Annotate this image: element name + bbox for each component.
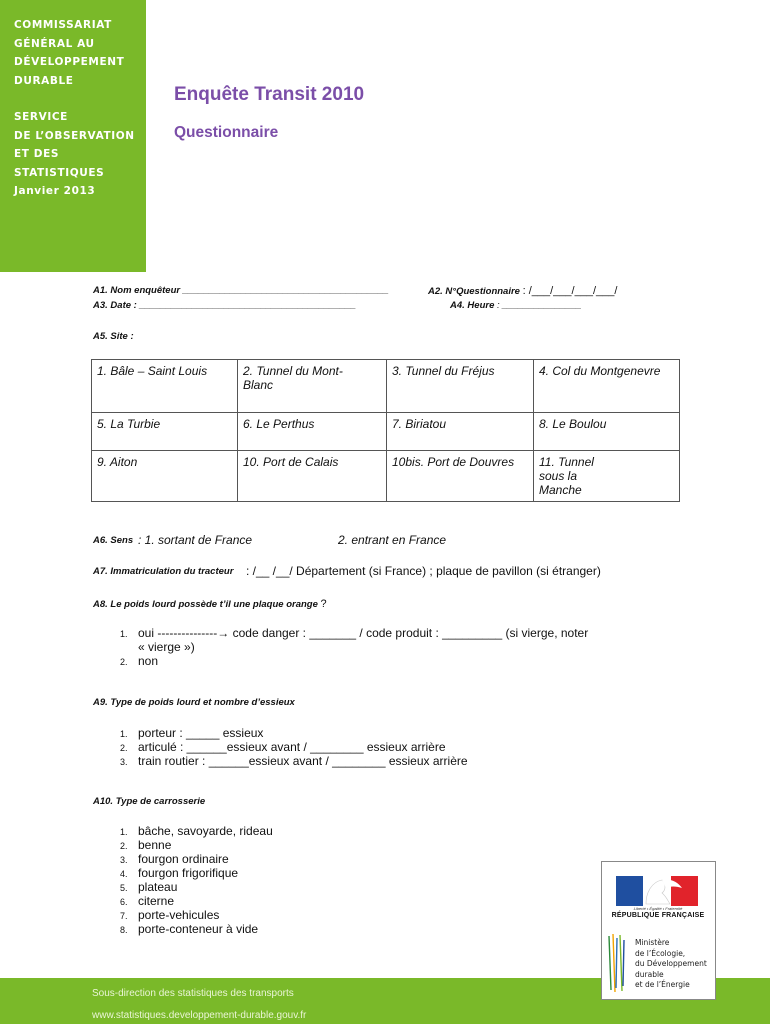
site-cell[interactable]: 7. Biriatou (387, 413, 534, 451)
site-cell[interactable] (534, 451, 680, 502)
a6-option-1[interactable]: : 1. sortant de France (138, 533, 253, 547)
list-number: 4. (120, 869, 128, 879)
field-a7-text[interactable]: : /__ /__/ Département (si France) ; plaque de pavillon (si étranger) (246, 564, 601, 578)
publication-date: Janvier 2013 (14, 185, 96, 197)
list-text: porte-vehicules (138, 908, 220, 922)
list-number: 1. (120, 827, 128, 837)
list-item[interactable] (92, 852, 273, 866)
list-text: non (138, 654, 159, 668)
list-item[interactable] (92, 922, 273, 936)
footer-website-link[interactable]: www.statistiques.developpement-durable.gouv.fr (92, 1010, 307, 1021)
list-number: 2. (120, 841, 128, 851)
header-green-panel (0, 0, 146, 272)
field-a4-label: A4. Heure (450, 300, 495, 311)
list-item[interactable] (92, 824, 273, 838)
list-item (92, 640, 588, 654)
list-item[interactable] (92, 754, 468, 768)
ministry-line: durable (635, 969, 664, 979)
table-row (92, 413, 680, 451)
list-text: fourgon frigorifique (138, 866, 239, 880)
ministry-line: de l’Écologie, (635, 948, 686, 958)
field-a6-label: A6. Sens (93, 535, 134, 546)
org-line: COMMISSARIAT (14, 19, 112, 31)
list-text: « vierge ») (138, 640, 195, 654)
site-cell[interactable] (238, 360, 387, 413)
field-a8-label (93, 598, 327, 610)
field-a10-label: A10. Type de carrosserie (93, 796, 206, 807)
site-cell[interactable]: 10bis. Port de Douvres (387, 451, 534, 502)
republic-motto: Liberté • Égalité • Fraternité (633, 906, 683, 911)
site-cell[interactable]: 1. Bâle – Saint Louis (92, 360, 238, 413)
list-item[interactable] (92, 880, 273, 894)
field-a9-label: A9. Type de poids lourd et nombre d’essieux (93, 697, 295, 708)
list-text: citerne (138, 894, 175, 908)
field-a3 (93, 300, 356, 311)
a6-option-2[interactable]: 2. entrant en France (338, 533, 447, 547)
site-label: 11. Tunnel sous la Manche (539, 455, 594, 497)
service-line: SERVICE (14, 111, 68, 123)
document-title: Enquête Transit 2010 (174, 84, 365, 105)
service-line: DE L’OBSERVATION (14, 129, 135, 142)
list-item[interactable] (92, 654, 588, 668)
ministry-logo (601, 861, 716, 1000)
ministry-line: Ministère (635, 938, 670, 947)
list-item[interactable] (92, 740, 468, 754)
list-text: articulé : ______essieux avant / ________ essieux arrière (138, 740, 446, 754)
list-text: porteur : _____ essieux (138, 726, 264, 740)
field-a1-blank[interactable]: _______________________________________ (182, 285, 389, 296)
footer-department: Sous-direction des statistiques des transports (92, 988, 294, 999)
field-a1-label: A1. Nom enquêteur (93, 285, 181, 296)
org-line: DURABLE (14, 74, 74, 87)
ministry-line: du Développement (635, 959, 707, 968)
list-number: 7. (120, 911, 128, 921)
site-cell[interactable]: 8. Le Boulou (534, 413, 680, 451)
list-number: 2. (120, 657, 128, 667)
list-text: benne (138, 838, 172, 852)
service-name (14, 108, 146, 182)
list-item[interactable] (92, 908, 273, 922)
list-number: 8. (120, 925, 128, 935)
org-line: DÉVELOPPEMENT (14, 56, 125, 68)
service-line: ET DES STATISTIQUES (14, 148, 105, 179)
list-number: 3. (120, 757, 128, 767)
list-number: 1. (120, 729, 128, 739)
field-a3-label: A3. Date : (93, 300, 137, 311)
list-item[interactable] (92, 894, 273, 908)
list-item[interactable] (92, 838, 273, 852)
field-a2-label: A2. N°Questionnaire (428, 286, 520, 297)
ministry-name (635, 938, 707, 991)
list-text: plateau (138, 880, 178, 894)
site-cell[interactable]: 4. Col du Montgenevre (534, 360, 680, 413)
list-item[interactable] (92, 866, 273, 880)
a8-options (92, 626, 588, 668)
field-a3-blank[interactable]: _________________________________________ (139, 300, 357, 311)
list-item[interactable] (92, 626, 588, 640)
list-text: train routier : ______essieux avant / ________ essieux arrière (138, 754, 468, 768)
field-a4 (450, 300, 582, 311)
list-text: bâche, savoyarde, rideau (138, 824, 273, 838)
field-a1 (93, 285, 389, 296)
field-a7-label: A7. Immatriculation du tracteur (93, 566, 234, 577)
field-a4-blank[interactable]: : _______________ (497, 300, 582, 311)
a10-options (92, 824, 273, 936)
field-a2-blank[interactable]: : /___/___/___/___/ (522, 285, 618, 297)
field-a2 (428, 285, 617, 297)
list-number: 6. (120, 897, 128, 907)
marianne-flag-icon (616, 876, 698, 906)
table-row (92, 360, 680, 413)
list-number: 5. (120, 883, 128, 893)
ministry-line: et de l’Énergie (635, 980, 690, 989)
list-text: fourgon ordinaire (138, 852, 229, 866)
list-text: porte-conteneur à vide (138, 922, 259, 936)
list-number: 3. (120, 855, 128, 865)
site-cell[interactable]: 5. La Turbie (92, 413, 238, 451)
site-cell[interactable]: 9. Aiton (92, 451, 238, 502)
org-line: GÉNÉRAL AU (14, 37, 95, 50)
list-number: 2. (120, 743, 128, 753)
list-text: oui ---------------→ code danger : _______ / code produit : _________ (si vierge, noter (138, 626, 589, 640)
a9-options (92, 726, 468, 768)
site-cell[interactable]: 10. Port de Calais (238, 451, 387, 502)
ministry-stripes-icon (606, 932, 628, 994)
field-a8-qmark: ? (320, 598, 327, 610)
site-cell[interactable]: 3. Tunnel du Fréjus (387, 360, 534, 413)
list-item[interactable] (92, 726, 468, 740)
document-subtitle: Questionnaire (174, 124, 279, 141)
table-row (92, 451, 680, 502)
field-a5-label: A5. Site : (93, 331, 134, 342)
republic-name: RÉPUBLIQUE FRANÇAISE (611, 912, 705, 919)
site-cell[interactable]: 6. Le Perthus (238, 413, 387, 451)
site-label: 2. Tunnel du Mont-Blanc (243, 364, 343, 392)
field-a8-question: A8. Le poids lourd possède t’il une plaque orange (93, 599, 318, 610)
site-table (91, 359, 680, 502)
list-number: 1. (120, 629, 128, 639)
org-name (14, 16, 124, 90)
